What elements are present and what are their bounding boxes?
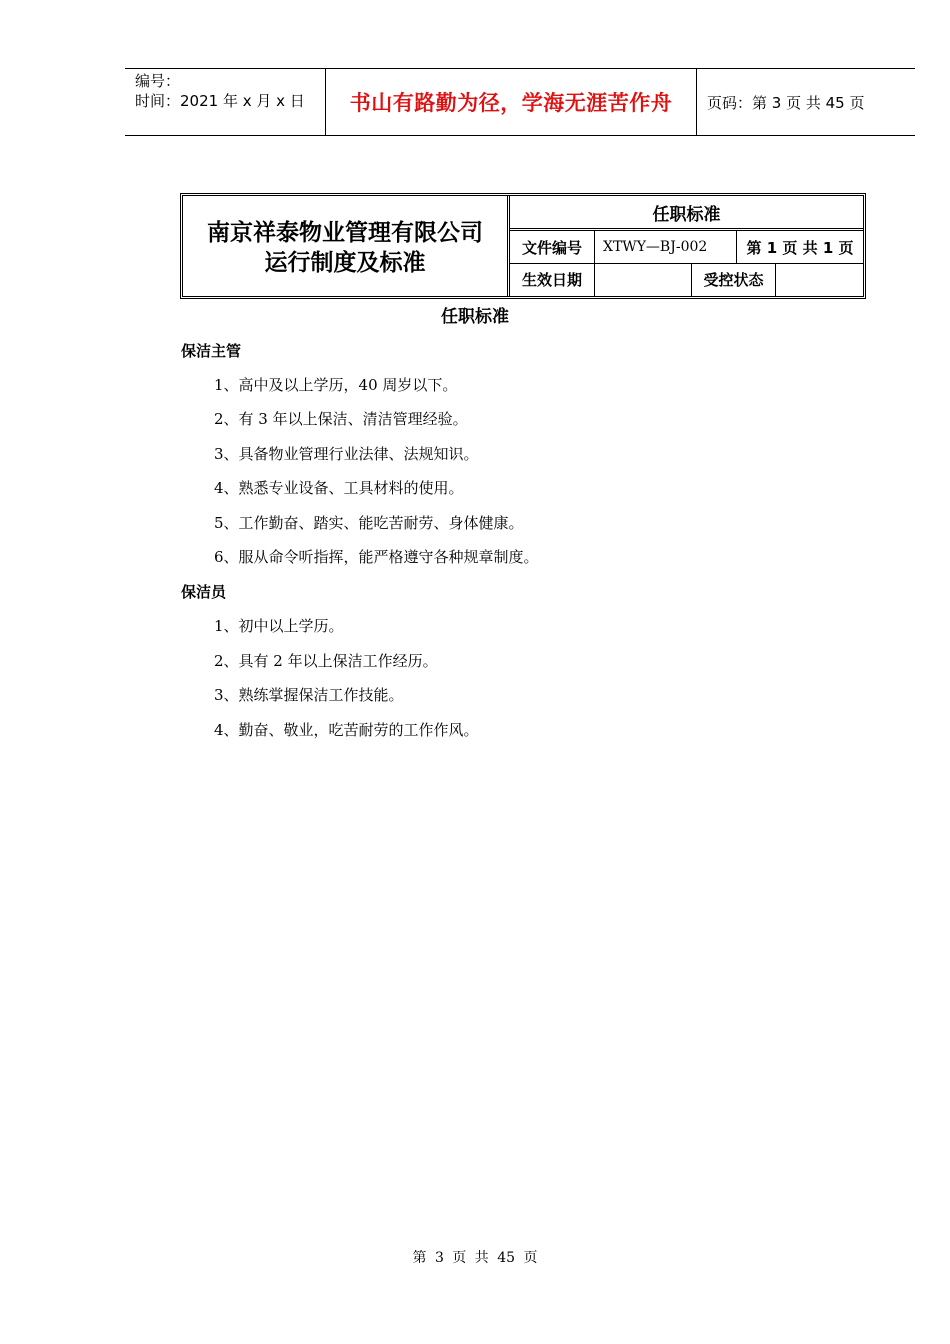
doc-number-label: 编号：	[135, 72, 181, 90]
page-count-label: 第 1 页 共 1 页	[746, 238, 854, 257]
file-number-label: 文件编号	[510, 231, 595, 262]
header-meta	[125, 69, 326, 135]
effective-date-row	[510, 264, 863, 296]
section-heading-cleaner: 保洁员	[181, 583, 227, 601]
document-info-table	[180, 193, 866, 299]
page-header	[125, 68, 915, 136]
list-item: 5、工作勤奋、踏实、能吃苦耐劳、身体健康。	[214, 514, 524, 532]
company-name: 南京祥泰物业管理有限公司	[207, 219, 483, 246]
company-cell	[183, 196, 510, 296]
header-motto: 书山有路勤为径，学海无涯苦作舟	[326, 69, 697, 135]
effective-date-label: 生效日期	[510, 264, 595, 296]
list-item: 2、具有 2 年以上保洁工作经历。	[214, 652, 438, 670]
table-title: 任职标准	[510, 196, 863, 231]
list-item: 1、高中及以上学历，40 周岁以下。	[214, 376, 458, 394]
file-number-value: XTWY—BJ-002	[595, 231, 737, 262]
list-item: 6、服从命令听指挥，能严格遵守各种规章制度。	[214, 548, 539, 566]
control-status-value	[776, 264, 863, 296]
time-label: 时间：2021 年 x 月 x 日	[135, 92, 305, 110]
section-heading-supervisor: 保洁主管	[181, 342, 242, 360]
control-status-label: 受控状态	[692, 264, 776, 296]
header-page-info: 页码：第 3 页 共 45 页	[707, 93, 865, 112]
list-item: 4、熟悉专业设备、工具材料的使用。	[214, 479, 464, 497]
info-cell	[510, 196, 863, 296]
effective-date-value	[595, 264, 692, 296]
list-item: 3、具备物业管理行业法律、法规知识。	[214, 445, 479, 463]
company-subtitle: 运行制度及标准	[264, 249, 426, 276]
list-item: 1、初中以上学历。	[214, 617, 344, 635]
page-footer: 第 3 页 共 45 页	[412, 1250, 538, 1266]
list-item: 2、有 3 年以上保洁、清洁管理经验。	[214, 410, 468, 428]
list-item: 3、熟练掌握保洁工作技能。	[214, 686, 404, 704]
list-item: 4、勤奋、敬业，吃苦耐劳的工作作风。	[214, 721, 479, 739]
document-title: 任职标准	[441, 307, 509, 327]
file-number-row	[510, 231, 863, 263]
